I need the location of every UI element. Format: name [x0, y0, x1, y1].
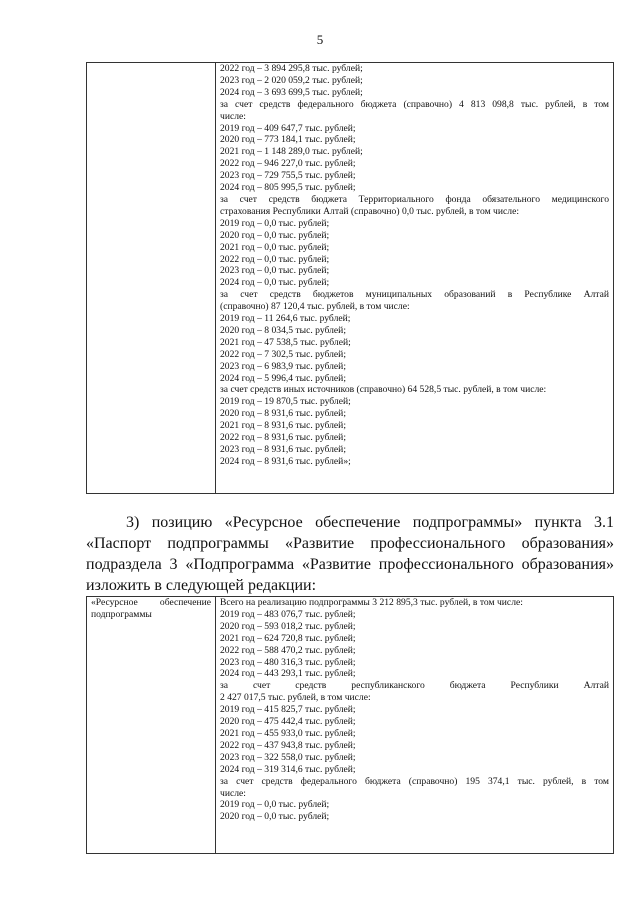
resource-table-continued	[86, 62, 614, 494]
content-cell	[216, 597, 614, 854]
label-cell: «Ресурсное обеспечение подпрограммы	[87, 597, 216, 854]
text-line: 2023 год – 322 558,0 тыс. рублей;	[220, 751, 356, 763]
text-line: 2023 год – 8 931,6 тыс. рублей;	[220, 444, 346, 455]
text-line: 2024 год – 3 693 699,5 тыс. рублей;	[220, 86, 363, 98]
text-line: 2021 год – 624 720,8 тыс. рублей;	[220, 632, 356, 644]
text-line: Всего на реализацию подпрограммы 3 212 895,3 тыс. рублей, в том числе:	[220, 597, 523, 608]
text-line: 2023 год – 0,0 тыс. рублей;	[220, 265, 330, 277]
amendment-paragraph	[86, 512, 614, 596]
table-row	[87, 63, 614, 494]
label-cell	[87, 63, 216, 494]
text-line: 2020 год – 773 184,1 тыс. рублей;	[220, 134, 356, 146]
text-line: 2024 год – 8 931,6 тыс. рублей»;	[220, 455, 351, 467]
text-line: 2020 год – 8 931,6 тыс. рублей;	[220, 408, 346, 420]
text-line: (справочно) 87 120,4 тыс. рублей, в том числе:	[220, 301, 410, 313]
text-line: 2024 год – 443 293,1 тыс. рублей;	[220, 668, 356, 680]
text-line: 2020 год – 8 034,5 тыс. рублей;	[220, 324, 346, 336]
text-line: за счет средств республиканского бюджета Республики Алтай	[220, 680, 609, 692]
text-line: 2024 год – 5 996,4 тыс. рублей;	[220, 372, 346, 384]
text-line: за счет средств федерального бюджета (справочно) 195 374,1 тыс. рублей, в том	[220, 775, 609, 787]
text-line: 2019 год – 415 825,7 тыс. рублей;	[220, 704, 356, 716]
text-line: 2020 год – 0,0 тыс. рублей;	[220, 229, 330, 241]
text-line: числе:	[220, 110, 246, 122]
text-line: 2022 год – 7 302,5 тыс. рублей;	[220, 348, 346, 360]
text-line: 2023 год – 2 020 059,2 тыс. рублей;	[220, 74, 363, 86]
text-line: 2019 год – 11 264,6 тыс. рублей;	[220, 313, 351, 325]
amendment-text: 3) позицию «Ресурсное обеспечение подпрограммы» пункта 3.1 «Паспорт подпрограммы «Развитие профессионального образования» подраздела 3 «Подпрограмма «Развитие профессионального образования» изложить в следующей редакции:	[86, 514, 614, 594]
page-number: 5	[316, 32, 324, 47]
text-line: 2023 год – 729 755,5 тыс. рублей;	[220, 170, 356, 182]
text-line: 2022 год – 0,0 тыс. рублей;	[220, 253, 330, 265]
text-line: 2021 год – 0,0 тыс. рублей;	[220, 241, 330, 253]
text-line: страхования Республики Алтай (справочно) 0,0 тыс. рублей, в том числе:	[220, 205, 519, 217]
text-line: 2019 год – 0,0 тыс. рублей;	[220, 799, 330, 811]
text-line: 2021 год – 47 538,5 тыс. рублей;	[220, 336, 351, 348]
text-line: за счет средств бюджета Территориального фонда обязательного медицинского	[220, 193, 609, 205]
text-line: 2020 год – 0,0 тыс. рублей;	[220, 811, 330, 823]
text-line: 2024 год – 319 314,6 тыс. рублей;	[220, 763, 356, 775]
text-line: 2 427 017,5 тыс. рублей, в том числе:	[220, 692, 371, 704]
text-line: 2021 год – 8 931,6 тыс. рублей;	[220, 420, 346, 432]
text-line: 2022 год – 946 227,0 тыс. рублей;	[220, 158, 356, 170]
text-line: 2022 год – 437 943,8 тыс. рублей;	[220, 739, 356, 751]
text-line: 2024 год – 805 995,5 тыс. рублей;	[220, 182, 356, 194]
text-line: 2019 год – 409 647,7 тыс. рублей;	[220, 122, 356, 134]
text-line: 2019 год – 0,0 тыс. рублей;	[220, 217, 330, 229]
text-line: 2024 год – 0,0 тыс. рублей;	[220, 277, 330, 289]
text-line: 2019 год – 19 870,5 тыс. рублей;	[220, 396, 351, 408]
text-line: 2020 год – 475 442,4 тыс. рублей;	[220, 716, 356, 728]
text-line: за счет средств бюджетов муниципальных образований в Республике Алтай	[220, 289, 609, 301]
text-line: 2021 год – 455 933,0 тыс. рублей;	[220, 727, 356, 739]
text-line: 2021 год – 1 148 289,0 тыс. рублей;	[220, 146, 363, 158]
text-line: 2019 год – 483 076,7 тыс. рублей;	[220, 608, 356, 620]
text-line: 2023 год – 480 316,3 тыс. рублей;	[220, 656, 356, 668]
text-line: за счет средств иных источников (справочно) 64 528,5 тыс. рублей, в том числе:	[220, 384, 547, 396]
table-row	[87, 597, 614, 854]
text-line: 2022 год – 3 894 295,8 тыс. рублей;	[220, 63, 363, 74]
text-line: 2022 год – 8 931,6 тыс. рублей;	[220, 432, 346, 444]
resource-table-new	[86, 596, 614, 854]
text-line: за счет средств федерального бюджета (справочно) 4 813 098,8 тыс. рублей, в том	[220, 98, 609, 110]
text-line: 2022 год – 588 470,2 тыс. рублей;	[220, 644, 356, 656]
text-line: 2020 год – 593 018,2 тыс. рублей;	[220, 620, 356, 632]
content-cell	[216, 63, 614, 494]
text-line: числе:	[220, 787, 246, 799]
text-line: 2023 год – 6 983,9 тыс. рублей;	[220, 360, 346, 372]
